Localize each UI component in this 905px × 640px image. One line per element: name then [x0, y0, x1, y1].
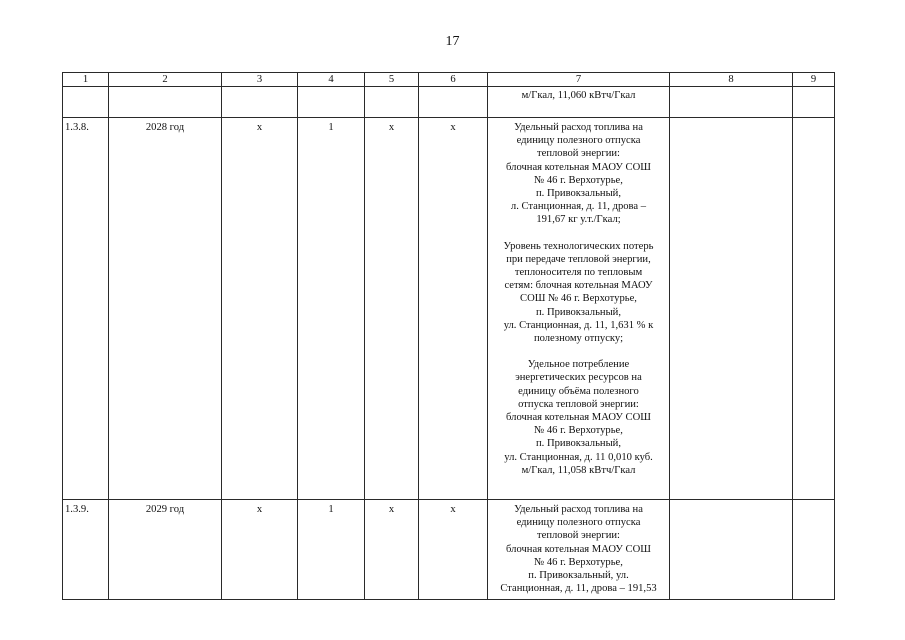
- text-line: п. Привокзальный,: [535, 188, 622, 200]
- table-cell: [109, 87, 222, 118]
- indicators-table: [62, 72, 835, 600]
- text-line: энергетических ресурсов на: [515, 372, 642, 384]
- table-cell: [365, 87, 419, 118]
- table-cell: [298, 87, 365, 118]
- indicator-description-cell: [488, 118, 670, 500]
- header-cell: 8: [670, 73, 793, 87]
- text-line: Станционная, д. 11, дрова – 191,53: [500, 583, 657, 595]
- text-line: теплоносителя по тепловым: [514, 267, 643, 279]
- table-cell: x: [222, 118, 298, 500]
- text-line: тепловой энергии:: [537, 148, 620, 160]
- header-cell: 5: [365, 73, 419, 87]
- table-cell: x: [419, 500, 488, 600]
- text-line: м/Гкал, 11,060 кВтч/Гкал: [521, 90, 636, 101]
- text-line: Удельный расход топлива на: [514, 122, 643, 133]
- text-line: п. Привокзальный,: [535, 306, 622, 318]
- text-line: при передаче тепловой энергии,: [506, 253, 651, 265]
- table-cell: [419, 87, 488, 118]
- header-cell: 9: [793, 73, 835, 87]
- text-line: ул. Станционная, д. 11, 1,631 % к: [503, 319, 654, 331]
- header-cell: 6: [419, 73, 488, 87]
- text-line: единицу объёма полезного: [518, 385, 639, 397]
- table-cell: [793, 500, 835, 600]
- table-cell: x: [365, 500, 419, 600]
- continuation-row: [63, 87, 835, 118]
- row-number-cell: 1.3.8.: [63, 118, 109, 500]
- table-cell: [670, 500, 793, 600]
- table-cell: [793, 118, 835, 500]
- indicator-description-cell: [488, 500, 670, 600]
- table-cell: 1: [298, 118, 365, 500]
- table-cell: x: [222, 500, 298, 600]
- header-cell: 1: [63, 73, 109, 87]
- page-number: 17: [445, 34, 460, 49]
- table-cell: [222, 87, 298, 118]
- header-cell: 2: [109, 73, 222, 87]
- text-line: полезному отпуску;: [533, 333, 624, 345]
- year-cell: 2029 год: [109, 500, 222, 600]
- text-line: № 46 г. Верхотурье,: [534, 425, 623, 437]
- text-line: 191,67 кг у.т./Гкал;: [536, 214, 621, 226]
- text-line: № 46 г. Верхотурье,: [534, 556, 623, 568]
- text-line: Удельный расход топлива на: [514, 504, 643, 515]
- text-line: л. Станционная, д. 11, дрова –: [510, 201, 647, 213]
- table-row: [63, 500, 835, 600]
- header-cell: 4: [298, 73, 365, 87]
- text-line: Удельное потребление: [527, 359, 630, 371]
- table-row: [63, 118, 835, 500]
- text-line: блочная котельная МАОУ СОШ: [506, 543, 651, 555]
- text-line: единицу полезного отпуска: [516, 517, 641, 529]
- table-cell: x: [419, 118, 488, 500]
- text-line: сетям: блочная котельная МАОУ: [504, 280, 653, 292]
- text-line: отпуска тепловой энергии:: [518, 398, 639, 410]
- text-line: п. Привокзальный, ул.: [528, 570, 629, 582]
- text-line: № 46 г. Верхотурье,: [534, 174, 623, 186]
- indicator-paragraph: [491, 358, 666, 477]
- header-cell: 3: [222, 73, 298, 87]
- text-line: блочная котельная МАОУ СОШ: [506, 412, 651, 424]
- table-cell: [670, 87, 793, 118]
- text-line: тепловой энергии:: [537, 530, 620, 542]
- table-cell: x: [365, 118, 419, 500]
- header-cell: 7: [488, 73, 670, 87]
- text-line: м/Гкал, 11,058 кВтч/Гкал: [521, 464, 636, 476]
- table-cell: 1: [298, 500, 365, 600]
- text-line: единицу полезного отпуска: [516, 135, 641, 147]
- text-line: СОШ № 46 г. Верхотурье,: [520, 293, 637, 305]
- indicator-paragraph: [491, 121, 666, 227]
- text-line: Уровень технологических потерь: [503, 240, 654, 252]
- indicator-paragraph: [491, 503, 666, 595]
- header-row: [63, 73, 835, 87]
- text-line: ул. Станционная, д. 11 0,010 куб.: [504, 451, 653, 463]
- table-cell: [63, 87, 109, 118]
- row-number-cell: 1.3.9.: [63, 500, 109, 600]
- year-cell: 2028 год: [109, 118, 222, 500]
- table-cell: [670, 118, 793, 500]
- table-cell: [793, 87, 835, 118]
- indicator-description-cell: [488, 87, 670, 118]
- text-line: блочная котельная МАОУ СОШ: [506, 161, 651, 173]
- indicator-paragraph: [491, 240, 666, 346]
- text-line: п. Привокзальный,: [535, 438, 622, 450]
